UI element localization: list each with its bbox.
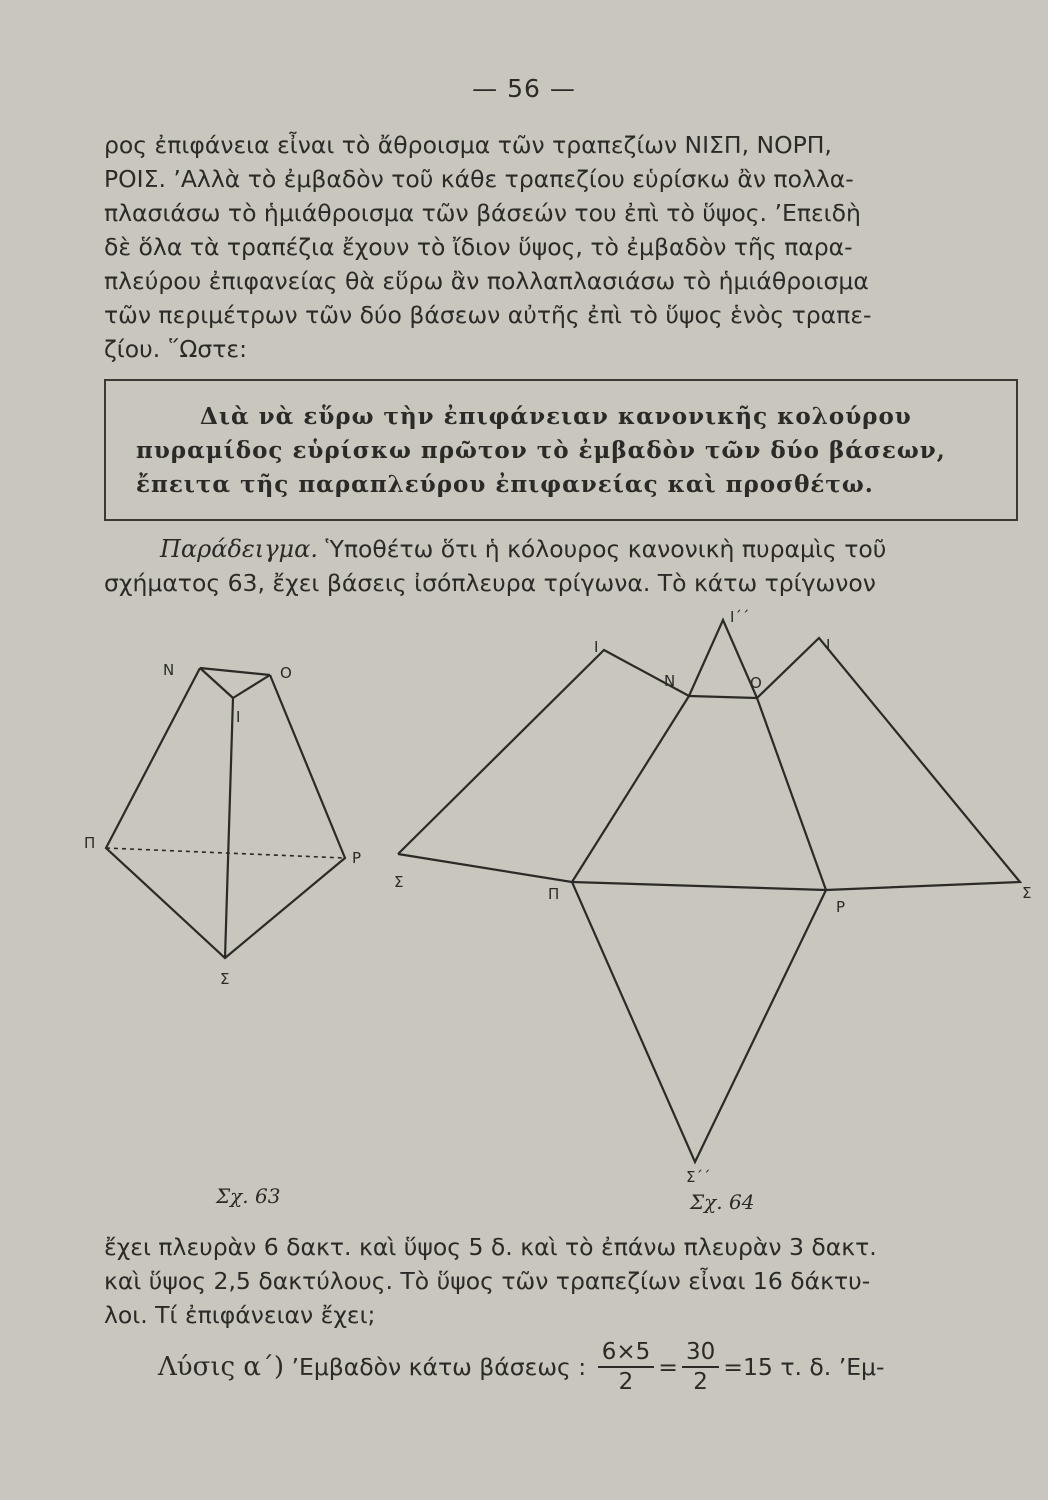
solution-text: ’Εμβαδὸν κάτω βάσεως : <box>284 1353 587 1381</box>
fig63-edge-o-i <box>233 675 270 698</box>
example-line: σχήματος 63, ἔχει βάσεις ἰσόπλευρα τρίγωνα. Τὸ κάτω τρίγωνον <box>104 569 876 597</box>
fig64-label-r: Ρ <box>836 898 846 916</box>
fig64-edge-p-r <box>572 882 826 890</box>
fig63-label-r: Ρ <box>352 849 362 867</box>
fig63-top-edge <box>200 668 270 675</box>
fig63-edge-n-i <box>200 668 233 698</box>
fig63-label-i: Ι <box>236 708 241 726</box>
fig64-outline <box>398 620 1020 1162</box>
fraction-1-denominator: 2 <box>618 1369 634 1395</box>
text-line: λοι. Τί ἐπιφάνειαν ἔχει; <box>104 1301 376 1329</box>
fig64-label-i-right: Ι <box>826 636 831 654</box>
rule-line: Διὰ νὰ εὕρω τὴν ἐπιφάνειαν κανονικῆς κολούρου <box>200 403 912 430</box>
solution-lead: Λύσις α΄) <box>158 1352 285 1382</box>
fraction-2-denominator: 2 <box>693 1369 708 1395</box>
figures <box>0 600 1048 1200</box>
text-line: καὶ ὕψος 2,5 δακτύλους. Τὸ ὕψος τῶν τραπεζίων εἶναι 16 δάκτυ- <box>104 1267 871 1295</box>
example-label: Παράδειγμα. <box>160 535 318 563</box>
equals-sign: = <box>658 1353 678 1381</box>
text-line: ΡΟΙΣ. ’Αλλὰ τὸ ἐμβαδὸν τοῦ κάθε τραπεζίου εὑρίσκω ἂν πολλα- <box>104 165 854 193</box>
figure-64 <box>398 620 1020 1162</box>
rule-text <box>136 400 1006 502</box>
text-line: ρος ἐπιφάνεια εἶναι τὸ ἄθροισμα τῶν τραπεζίων ΝΙΣΠ, ΝΟΡΠ, <box>104 131 832 159</box>
page-number: — 56 — <box>472 74 576 103</box>
rule-line: πυραμίδος εὑρίσκω πρῶτον τὸ ἐμβαδὸν τῶν δύο βάσεων, <box>136 437 946 464</box>
text-line: δὲ ὅλα τὰ τραπέζια ἔχουν τὸ ἴδιον ὕψος, τὸ ἐμβαδὸν τῆς παρα- <box>104 233 853 261</box>
figure-63-caption: Σχ. 63 <box>216 1184 281 1208</box>
fig64-label-s-bottom: Σ΄΄ <box>686 1168 711 1186</box>
bottom-paragraph <box>104 1230 1034 1332</box>
fig63-hidden-edge <box>106 848 345 858</box>
text-line: πλασιάσω τὸ ἡμιάθροισμα τῶν βάσεών του ἐπὶ τὸ ὕψος. ’Επειδὴ <box>104 199 861 227</box>
example-paragraph <box>104 532 1034 600</box>
figure-63 <box>106 668 345 958</box>
text-line: ζίου. ῞Ωστε: <box>104 335 248 363</box>
fig64-edge-n-o <box>689 696 757 698</box>
fig64-edge-o-r <box>757 698 826 890</box>
fig64-label-i-left: Ι <box>594 638 599 656</box>
fraction-1 <box>598 1338 655 1396</box>
fig63-label-p: Π <box>84 834 96 852</box>
fig63-label-s: Σ <box>220 970 230 988</box>
intro-paragraph <box>104 128 1034 366</box>
text-line: πλεύρου ἐπιφανείας θὰ εὕρω ἂν πολλαπλασιάσω τὸ ἡμιάθροισμα <box>104 267 869 295</box>
fraction-2-numerator: 30 <box>682 1338 719 1368</box>
example-text: Ὑποθέτω ὅτι ἡ κόλουρος κανονικὴ πυραμὶς τοῦ <box>317 535 887 563</box>
solution-line <box>158 1338 1018 1398</box>
fig63-edge-i-s <box>225 698 233 958</box>
fig64-label-s-right: Σ <box>1022 884 1032 902</box>
fig63-label-o: Ο <box>280 664 292 682</box>
fig64-label-s-left: Σ <box>394 873 404 891</box>
figure-64-caption: Σχ. 64 <box>690 1190 755 1214</box>
fig63-label-n: Ν <box>163 661 175 679</box>
fig64-label-o: Ο <box>750 674 762 692</box>
rule-line: ἔπειτα τῆς παραπλεύρου ἐπιφανείας καὶ προσθέτω. <box>136 471 874 498</box>
fig64-edge-n-p <box>572 696 689 882</box>
example-line <box>104 532 1034 566</box>
fig64-label-p: Π <box>548 885 560 903</box>
fraction-2 <box>682 1338 719 1396</box>
solution-result: =15 τ. δ. ’Εμ- <box>723 1353 885 1381</box>
fraction-1-numerator: 6×5 <box>598 1338 655 1368</box>
figure-63-labels <box>84 661 361 988</box>
text-line: ἔχει πλευρὰν 6 δακτ. καὶ ὕψος 5 δ. καὶ τὸ ἐπάνω πλευρὰν 3 δακτ. <box>104 1233 877 1261</box>
figure-64-labels <box>394 608 1031 1186</box>
fig64-label-n: Ν <box>664 672 676 690</box>
text-line: τῶν περιμέτρων τῶν δύο βάσεων αὐτῆς ἐπὶ τὸ ὕψος ἑνὸς τραπε- <box>104 301 872 329</box>
fig64-label-i-top: Ι΄΄ <box>730 608 750 626</box>
